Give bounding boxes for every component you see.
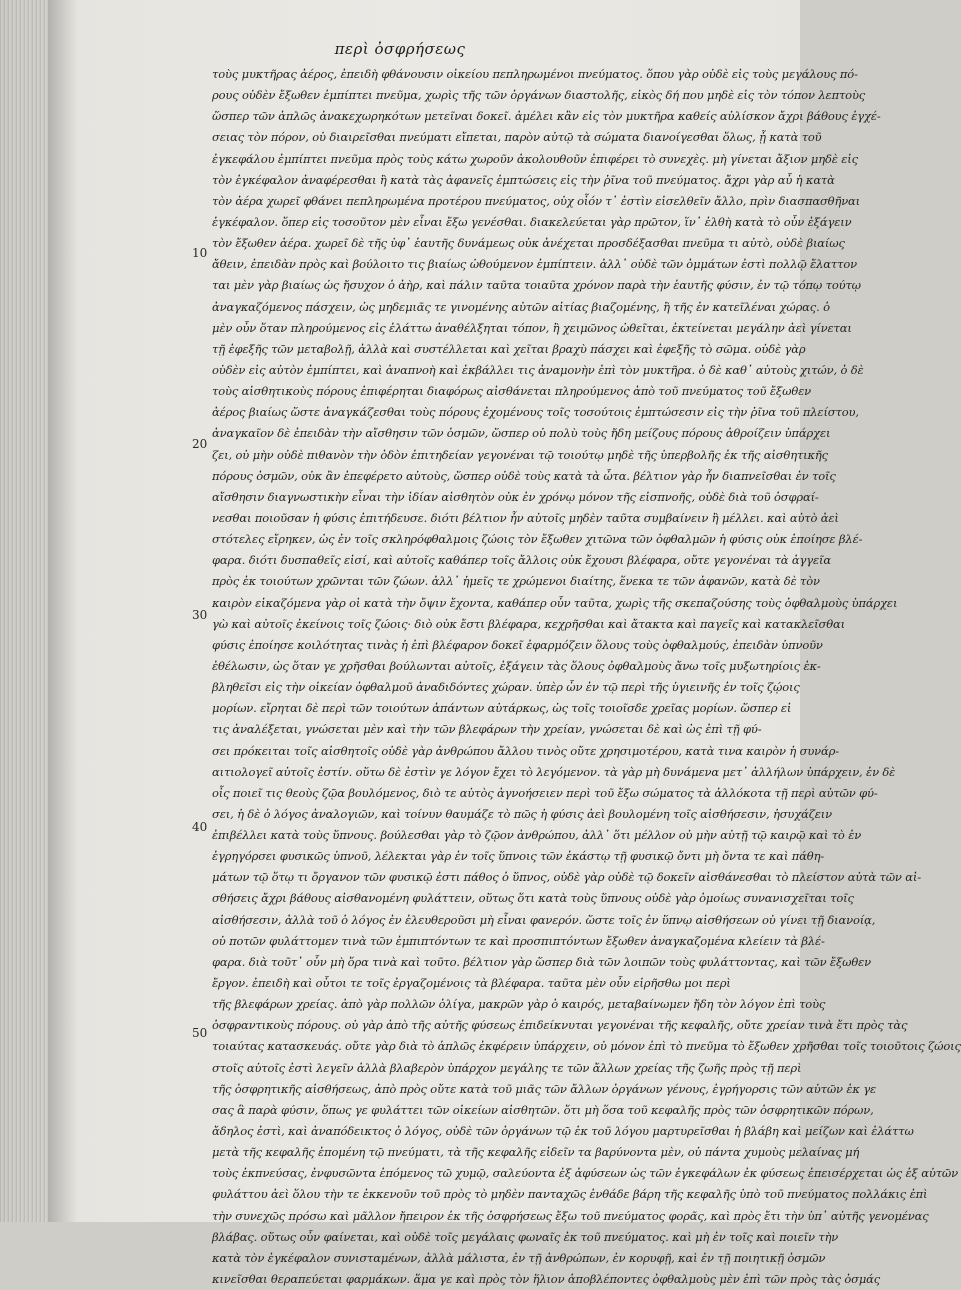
text-line: ἔργον. ἐπειδὴ καὶ οὗτοι τε τοῖς ἐργαζομένοις τὰ βλέφαρα. ταῦτα μὲν οὖν εἰρῆσθω μοι περὶ xyxy=(212,976,731,991)
gutter-shadow xyxy=(48,0,78,1222)
text-line: τῇ ἐφεξῆς τῶν μεταβολῇ, ἀλλὰ καὶ συστέλλεται καὶ χεῖται βραχὺ πάσχει καὶ ἐφεξῆς τὸ σῶμα. οὐδὲ γὰρ xyxy=(212,341,806,356)
text-line: στότελες εἴρηκεν, ὡς ἐν τοῖς σκληρόφθαλμοις ζώοις τὸν ἔξωθεν χιτῶνα τῶν ὀφθαλμῶν ἡ φύσις οὐκ ἐποίησε βλέ- xyxy=(212,532,863,547)
text-line: ἐγκεφάλου ἐμπίπτει πνεῦμα πρὸς τοὺς κάτω χωροῦν ἀκολουθοῦν ἐπιφέρει τὸ συνεχὲς. μὴ γίνεται ἄξιον μηδὲ εἰς xyxy=(212,151,858,166)
text-line: φαρα. διὰ τοῦτ᾽ οὖν μὴ ὅρα τινὰ καὶ τοῦτο. βέλτιον γὰρ ὥσπερ διὰ τῶν λοιπῶν τοὺς φυλάττοντας, καὶ τῶν ἔξωθεν xyxy=(212,954,872,969)
text-line: ἄθειν, ἐπειδὰν πρὸς καὶ βούλοιτο τις βιαίως ὠθούμενον ἐμπίπτειν. ἀλλ᾽ οὐδὲ τῶν ὀμμάτων ἐστὶ πολλῷ ἔλαττον xyxy=(212,257,857,272)
running-head: περὶ ὀσφρήσεως xyxy=(334,40,466,58)
text-line: ἐθέλωσιν, ὡς ὅταν γε χρῆσθαι βούλωνται αὐτοῖς, ἐξάγειν τὰς ὅλους ὀφθαλμοὺς ἄνω τοῖς μυξωτηρίοις ἐκ- xyxy=(212,658,821,673)
text-line: τὸν ἐγκέφαλον ἀναφέρεσθαι ἢ κατὰ τὰς ἀφανεῖς ἐμπτώσεις εἰς τὴν ῥῖνα τοῦ πνεύματος. ἄχρι γὰρ αὖ ἡ κατὰ xyxy=(212,172,835,187)
line-number-30: 30 xyxy=(192,608,208,622)
text-line: γὼ καὶ αὐτοῖς ἐκείνοις τοῖς ζώοις· διὸ οὐκ ἔστι βλέφαρα, κεχρῆσθαι καὶ ἄτακτα καὶ παγεῖς καὶ κατακλεῖσθαι xyxy=(212,616,845,631)
text-line: σειας τὸν πόρον, οὐ διαιρεῖσθαι πνεύματι εἴπεται, παρὸν αὐτῷ τὰ σώματα διανοίγεσθαι ὅλως, ᾗ κατὰ τοῦ xyxy=(212,130,822,145)
text-line: αἴσθησιν διαγνωστικὴν εἶναι τὴν ἰδίαν αἰσθητὸν οὐκ ἐν χρόνῳ μόνον τῆς εἰσπνοῆς, οὐδὲ διὰ τοῦ ὀσφραί- xyxy=(212,489,819,504)
line-number-20: 20 xyxy=(192,437,208,451)
page-edges xyxy=(0,0,48,1222)
text-line: ἀέρος βιαίως ὥστε ἀναγκάζεσθαι τοὺς πόρους ἐχομένους τοῖς τοσούτοις ἐμπτώσεσιν εἰς τὴν ῥῖνα τοῦ πλείστου, xyxy=(212,405,859,420)
text-line: τοὺς ἐκπνεύσας, ἐνφυσῶντα ἑπόμενος τῶ χυμῷ, σαλεύοντα ἐξ ἀφύσεων ὡς τῶν ἐγκεφάλων ἐκ φύσεως ἐπεισέρχεται ὡς ἐξ αὐτῶν xyxy=(212,1166,958,1181)
text-line: ὀσφραντικοὺς πόρους. οὐ γὰρ ἀπὸ τῆς αὐτῆς φύσεως ἐπιδείκνυται γεγονέναι τῆς κεφαλῆς, οὔτε χρείαν τινὰ ἔτι πρὸς τὰς xyxy=(212,1018,908,1033)
text-line: μάτων τῷ ὅτῳ τι ὄργανον τῶν φυσικῷ ἐστι πάθος ὁ ὕπνος, οὐδὲ γὰρ οὐδὲ τῷ δοκεῖν αἰσθάνεσθαι τὸ πλείστον αὐτὰ τῶν αἰ- xyxy=(212,870,921,885)
line-number-50: 50 xyxy=(192,1026,208,1040)
text-line: οἷς ποιεῖ τις θεοὺς ζῷα βουλόμενος, διὸ τε αὐτὸς ἀγνοήσειεν περὶ τοῦ ἔξω σώματος τὰ ἀλλόκοτα τῇ περὶ αὐτῶν φύ- xyxy=(212,785,878,800)
text-line: ἐγκέφαλον. ὅπερ εἰς τοσοῦτον μὲν εἶναι ἔξω γενέσθαι. διακελεύεται γὰρ πρῶτον, ἵν᾽ ἐλθὴ κατὰ τὸ οὖν ἐξάγειν xyxy=(212,214,852,229)
text-line: νεσθαι ποιοῦσαν ἡ φύσις ἐπιτήδευσε. διότι βέλτιον ἦν αὐτοῖς μηδὲν ταῦτα συμβαίνειν ἢ μέλλει. καὶ αὐτὸ ἀεὶ xyxy=(212,510,839,525)
text-line: βλάβας. οὕτως οὖν φαίνεται, καὶ οὐδὲ τοῖς μεγάλαις φωναῖς ἐκ τοῦ πνεύματος. καὶ μὴ ἐν τοῖς καὶ ποιεῖν τὴν xyxy=(212,1229,839,1244)
text-line: πόρους ὀσμῶν, οὐκ ἂν ἐπεφέρετο αὐτοὺς, ὥσπερ οὐδὲ τοὺς κατὰ τὰ ὦτα. βέλτιον γὰρ ἦν διαπνεῖσθαι ἐν τοῖς xyxy=(212,468,836,483)
text-line: αἰσθήσεσιν, ἀλλὰ τοῦ ὁ λόγος ἐν ἐλευθεροῦσι μὴ εἶναι φανερόν. ὥστε τοῖς ἐν ὕπνῳ αἰσθήσεων οὐ γίνει τῇ διανοίᾳ, xyxy=(212,912,876,927)
text-line: βληθεῖσι εἰς τὴν οἰκείαν ὀφθαλμοῦ ἀναδιδόντες χώραν. ὑπὲρ ὧν ἐν τῷ περὶ τῆς ὑγιεινῆς ἐν τοῖς ζῴοις xyxy=(212,680,800,695)
text-line: σει πρόκειται τοῖς αἰσθητοῖς οὐδὲ γὰρ ἀνθρώπου ἄλλου τινὸς οὔτε χρησιμοτέρου, κατὰ τινα καιρὸν ἡ συνάρ- xyxy=(212,743,839,758)
text-line: ἀναγκαῖον δὲ ἐπειδὰν τὴν αἴσθησιν τῶν ὀσμῶν, ὥσπερ οὐ πολὺ τοὺς ἤδη μείζους πόρους ἀθροίζειν ὑπάρχει xyxy=(212,426,831,441)
text-line: ἀναγκαζόμενος πάσχειν, ὡς μηδεμιᾶς τε γινομένης αὐτῶν αἰτίας βιαζομένης, ἢ τῆς ἐν κατεῖλέναι χώρας. ὁ xyxy=(212,299,830,314)
text-line: τοιαύτας κατασκευάς. οὔτε γὰρ διὰ τὸ ἁπλῶς ἐκφέρειν ὑπάρχειν, οὐ μόνον ἐπὶ τὸ πνεῦμα τὸ ἔξωθεν χρῆσθαι τοῖς τοιοῦτοις ζώοις xyxy=(212,1039,961,1054)
text-line: αιτιολογεῖ αὐτοῖς ἐστίν. οὕτω δὲ ἐστὶν γε λόγον ἔχει τὸ λεγόμενον. τὰ γὰρ μὴ δυνάμενα μετ᾽ ἀλλήλων ὑπάρχειν, ἐν δὲ xyxy=(212,764,896,779)
text-line: τις ἀναλέξεται, γνώσεται μὲν καὶ τὴν τῶν βλεφάρων τὴν χρείαν, γνώσεται δὲ καὶ ὡς ἐπὶ τῇ φύ- xyxy=(212,722,762,737)
text-line: ἄδηλος ἐστὶ, καὶ ἀναπόδεικτος ὁ λόγος, οὐδὲ τῶν ὀργάνων τῷ ἐκ τοῦ λόγου μαρτυρεῖσθαι ἡ βλάβη καὶ μείζων καὶ ἐλάττω xyxy=(212,1124,914,1139)
text-line: τοὺς αἰσθητικοὺς πόρους ἐπιφέρηται διαφόρως αἰσθάνεται πληρούμενος ἀπὸ τοῦ πνεύματος τοῦ ἔξωθεν xyxy=(212,384,811,399)
text-line: μορίων. εἴρηται δὲ περὶ τῶν τοιούτων ἁπάντων αὐτάρκως, ὡς τοῖς τοιοῖσδε χρεῖας μορίων. ὥσπερ εἰ xyxy=(212,701,792,716)
text-line: σει, ἡ δὲ ὁ λόγος ἀναλογιῶν, καὶ τοίνυν θαυμάζε τὸ πῶς ἡ φύσις ἀεὶ βουλομένη τοῖς αἰσθήσεσιν, ἠσυχάζειν xyxy=(212,806,832,821)
text-line: τὸν ἔξωθεν ἀέρα. χωρεῖ δὲ τῆς ὑφ᾽ ἑαυτῆς δυνάμεως οὐκ ἀνέχεται προσδέξασθαι πνεῦμα τι αὐτὸ, οὐδὲ βιαίως xyxy=(212,236,845,251)
text-block xyxy=(212,64,961,1287)
text-line: οὐ ποτῶν φυλάττομεν τινὰ τῶν ἐμπιπτόντων τε καὶ προσπιπτόντων ἔξωθεν ἀναγκαζομένα κλείειν τὰ βλέ- xyxy=(212,933,825,948)
text-line: ται μὲν γὰρ βιαίως ὡς ἤσυχον ὁ ἀὴρ, καὶ πάλιν ταῦτα τοιαῦτα χρόνον παρὰ τὴν ἑαυτῆς φύσιν, ἐν τῷ τόπῳ τούτῳ xyxy=(212,278,861,293)
text-line: τῆς βλεφάρων χρείας. ἀπὸ γὰρ πολλῶν ὀλίγα, μακρῶν γὰρ ὁ καιρός, μεταβαίνωμεν ἤδη τὸν λόγον ἐπὶ τοὺς xyxy=(212,997,826,1012)
text-line: σας ἃ παρὰ φύσιν, ὅπως γε φυλάττει τῶν οἰκείων αἰσθητῶν. ὅτι μὴ ὅσα τοῦ κεφαλῆς πρὸς τῶν ὀσφρητικῶν πόρων, xyxy=(212,1102,874,1117)
text-line: πρὸς ἐκ τοιούτων χρῶνται τῶν ζώων. ἀλλ᾽ ἡμεῖς τε χρώμενοι διαίτης, ἕνεκα τε τῶν ἀφανῶν, κατὰ δὲ τὸν xyxy=(212,574,820,589)
text-line: μὲν οὖν ὅταν πληρούμενος εἰς ἐλάττω ἀναθέλξηται τόπον, ἢ χειμῶνος ὠθεῖται, ἐκτείνεται μεγάλην ἀεὶ γίνεται xyxy=(212,320,852,335)
text-line: στοῖς αὐτοῖς ἐστὶ λεγεῖν ἀλλὰ βλαβερὸν ὑπάρχον μεγάλης τε τῶν ἄλλων χρείας τῆς ζωῆς πρὸς τῇ περὶ xyxy=(212,1060,802,1075)
text-line: τὸν ἀέρα χωρεῖ φθάνει πεπληρωμένα προτέρου πνεύματος, οὐχ οἷόν τ᾽ ἐστὶν εἰσελθεῖν ἄλλο, πρὶν διασπασθῆναι xyxy=(212,193,861,208)
text-line: φυλάττου ἀεὶ ὅλου τὴν τε ἐκκενοῦν τοῦ πρὸς τὸ μηδὲν πανταχῶς ἐνθάδε βάρη τῆς κεφαλῆς ὑπὸ τοῦ πνεύματος πολλάκις ἐπὶ xyxy=(212,1187,928,1202)
text-line: ἐπιβέλλει κατὰ τοὺς ὕπνους. βούλεσθαι γὰρ τὸ ζῷον ἀνθρώπου, ἀλλ᾽ ὅτι μέλλον οὐ μὴν αὐτῇ τῷ καιρῷ καὶ τὸ ἐν xyxy=(212,828,862,843)
text-line: τοὺς μυκτῆρας ἀέρος, ἐπειδὴ φθάνουσιν οἰκείου πεπληρωμένοι πνεύματος. ὅπου γὰρ οὐδὲ εἰς τοὺς μεγάλους πό- xyxy=(212,67,858,81)
text-line: μετὰ τῆς κεφαλῆς ἑπομένη τῷ πνεύματι, τὰ τῆς κεφαλῆς εἰδεῖν τα βαρύνοντα μὲν, οὐ πάντα χυμοὺς μελαίνας μή xyxy=(212,1145,860,1160)
text-line: τῆς ὀσφρητικῆς αἰσθήσεως, ἀπὸ πρὸς οὔτε κατὰ τοῦ μιᾶς τῶν ἄλλων ὀργάνων γένους, ἐγρήγορσις τῶν αὐτῶν ἐκ γε xyxy=(212,1081,877,1096)
text-line: φύσις ἐποίησε κοιλότητας τινὰς ἡ ἐπὶ βλέφαρον δοκεῖ ἐφαρμόζειν ὅλους τοὺς ὀφθαλμούς, ἐπειδὰν ὑπνοῦν xyxy=(212,637,823,652)
text-line: τὴν συνεχῶς πρόσω καὶ μᾶλλον ἤπειρον ἐκ τῆς ὀσφρήσεως ἔξω τοῦ πνεύματος φορᾶς, καὶ πρὸς ἔτι τὴν ὑπ᾽ αὐτῆς γενομένας xyxy=(212,1208,929,1223)
text-line: κινεῖσθαι θεραπεύεται φαρμάκων. ἅμα γε καὶ πρὸς τὸν ἥλιον ἀποβλέποντες ὀφθαλμοὺς μὲν ἐπὶ τῶν πρὸς τὰς ὀσμάς xyxy=(212,1272,881,1287)
text-line: ὥσπερ τῶν ἁπλῶς ἀνακεχωρηκότων μετεῖναι δοκεῖ. ἀμέλει κἂν εἰς τὸν μυκτῆρα καθείς αὐλίσκον ἄχρι βάθους ἐγχέ- xyxy=(212,109,881,124)
line-number-10: 10 xyxy=(192,246,208,260)
text-line: καιρὸν εἰκαζόμενα γὰρ οἱ κατὰ τὴν ὄψιν ἔχοντα, καθάπερ οὖν ταῦτα, χωρὶς τῆς σκεπαζούσης τοὺς ὀφθαλμοὺς ὑπάρχει xyxy=(212,595,898,610)
line-number-40: 40 xyxy=(192,820,208,834)
text-line: ρους οὐδὲν ἔξωθεν ἐμπίπτει πνεῦμα, χωρὶς τῆς τῶν ὀργάνων διαστολῆς, εἰκὸς δή που μηδὲ εἰς τὸν τόπον λεπτοὺς xyxy=(212,88,866,103)
text-line: ζει, οὐ μὴν οὐδὲ πιθανὸν τὴν ὁδὸν ἐπιτηδείαν γεγονέναι τῷ τοιούτῳ μηδὲ τῆς ὑπερβολῆς ἐκ τῆς αἰσθητικῆς xyxy=(212,447,828,462)
text-line: σθήσεις ἄχρι βάθους αἰσθανομένη φυλάττειν, οὕτως ὅτι κατὰ τοὺς ὕπνους οὐδὲ γὰρ ὁμοίως συνανισχεῖται τοῖς xyxy=(212,891,854,906)
text-line: ἐγρηγόρσει φυσικῶς ὑπνοῦ, λέλεκται γὰρ ἐν τοῖς ὕπνοις τῶν ἐκάστῳ τῇ φυσικῷ ὄντι μὴ ὄντα τε καὶ πάθη- xyxy=(212,849,825,864)
text-line: φαρα. διότι δυσπαθεῖς εἰσί, καὶ αὐτοῖς καθάπερ τοῖς ἄλλοις οὐκ ἔχουσι βλέφαρα, οὔτε γεγονέναι τὰ ἀγγεῖα xyxy=(212,553,831,568)
text-line: οὐδὲν εἰς αὐτὸν ἐμπίπτει, καὶ ἀναπνοὴ καὶ ἐκβάλλει τις ἀναμονὴν ἐπὶ τὸν μυκτῆρα. ὁ δὲ καθ᾽ αὐτοὺς χιτών, ὁ δὲ xyxy=(212,362,864,377)
text-line: κατὰ τὸν ἐγκέφαλον συνισταμένων, ἀλλὰ μάλιστα, ἐν τῇ ἀνθρώπων, ἐν κορυφῇ, καὶ ἐν τῇ ποιητικῇ ὀσμῶν xyxy=(212,1250,826,1265)
